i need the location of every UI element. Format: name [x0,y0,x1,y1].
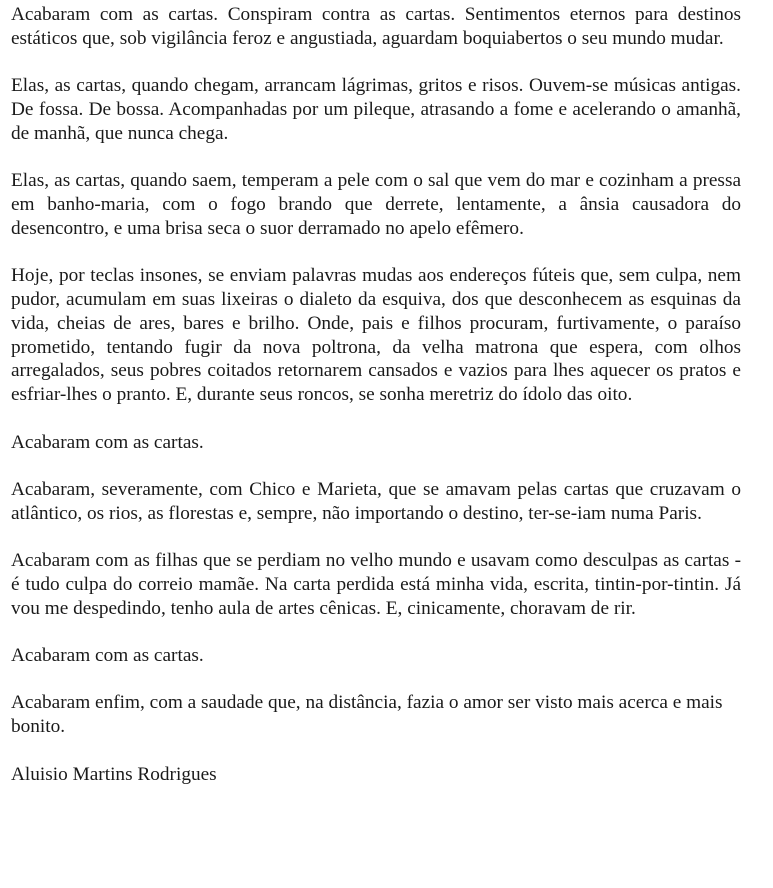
paragraph-8: Acabaram com as cartas. [11,645,204,667]
document-page [11,3,741,786]
paragraph-9: Acabaram enfim, com a saudade que, na distância, fazia o amor ser visto mais acerca e mais bonito. [11,692,723,738]
paragraph-1: Acabaram com as cartas. Conspiram contra as cartas. Sentimentos eternos para destinos estáticos que, sob vigilância feroz e angustiada, aguardam boquiabertos o seu mundo mudar. [11,4,741,49]
paragraph-5: Acabaram com as cartas. [11,431,204,453]
paragraph-7: Acabaram com as filhas que se perdiam no velho mundo e usavam como desculpas as cartas - é tudo culpa do correio mamãe. Na carta perdida está minha vida, escrita, tintin-por-tintin. Já vou me despedindo, tenho aula de artes cênicas. E, cinicamente, choravam de rir. [11,550,741,619]
author-signature: Aluisio Martins Rodrigues [11,763,217,785]
paragraph-2: Elas, as cartas, quando chegam, arrancam lágrimas, gritos e risos. Ouvem-se músicas antigas. De fossa. De bossa. Acompanhadas por um pileque, atrasando a fome e acelerando o amanhã, de manhã, que nunca chega. [11,75,741,144]
paragraph-4: Hoje, por teclas insones, se enviam palavras mudas aos endereços fúteis que, sem culpa, nem pudor, acumulam em suas lixeiras o dialeto da esquiva, dos que desconhecem as esquinas da vida, cheias de ares, bares e brilho. Onde, pais e filhos procuram, furtivamente, o paraíso prometido, tentando fugir da nova poltrona, da velha matrona que espera, com olhos arregalados, seus pobres coitados retornarem cansados e vazios para lhes aquecer os pratos e esfriar-lhes o pranto. E, durante seus roncos, se sonha meretriz do ídolo das oito. [11,265,741,406]
paragraph-6: Acabaram, severamente, com Chico e Marieta, que se amavam pelas cartas que cruzavam o atlântico, os rios, as florestas e, sempre, não importando o destino, ter-se-iam numa Paris. [11,478,741,524]
paragraph-3: Elas, as cartas, quando saem, temperam a pele com o sal que vem do mar e cozinham a pressa em banho-maria, com o fogo brando que derrete, lentamente, a ânsia causadora do desencontro, e uma brisa seca o suor derramado no apelo efêmero. [11,170,741,239]
